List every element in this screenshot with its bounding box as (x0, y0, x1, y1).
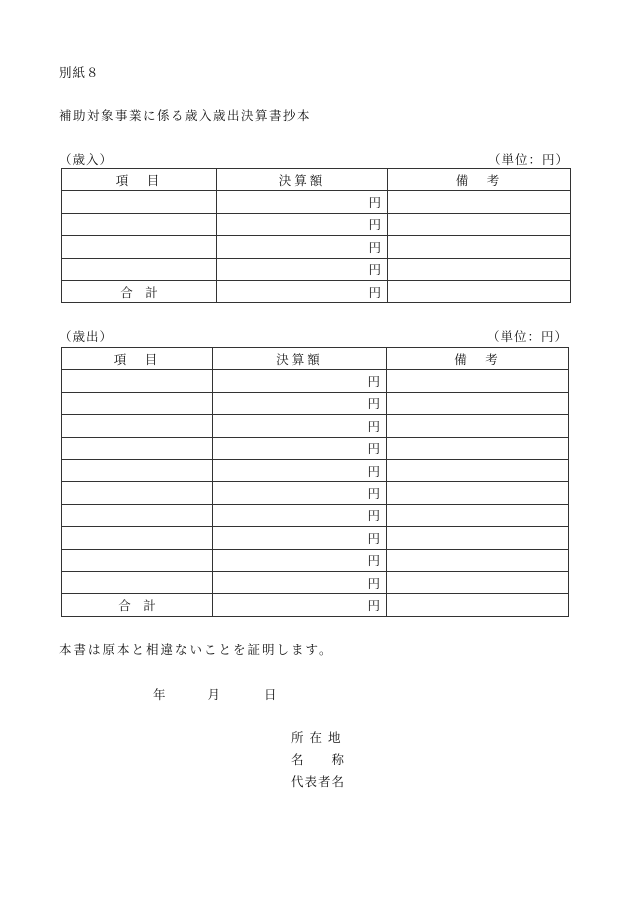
table-row (62, 571, 569, 593)
table-row (62, 549, 569, 571)
table-row (62, 213, 571, 235)
row-note-cell (387, 549, 569, 571)
row-note-cell (387, 459, 569, 481)
row-amount-cell: 円 (213, 482, 387, 504)
document-code: 別紙８ (59, 65, 100, 80)
date-month: 月 (207, 687, 220, 702)
row-item-cell (62, 437, 213, 459)
revenue-section-label: （歳入） (59, 152, 114, 167)
header-amount: 決算額 (217, 169, 388, 191)
row-item-cell (62, 527, 213, 549)
date-year: 年 (153, 687, 166, 702)
row-amount-cell: 円 (213, 392, 387, 414)
row-item-cell (62, 236, 217, 258)
header-item: 項 目 (62, 169, 217, 191)
table-row (62, 191, 571, 213)
total-row (62, 280, 571, 302)
row-item-cell (62, 213, 217, 235)
row-item-cell (62, 549, 213, 571)
table-row (62, 459, 569, 481)
expense-section-label: （歳出） (59, 329, 114, 344)
row-amount-cell: 円 (217, 191, 388, 213)
row-amount-cell: 円 (213, 437, 387, 459)
row-amount-cell: 円 (213, 370, 387, 392)
total-label-cell: 合 計 (62, 280, 217, 302)
row-item-cell (62, 191, 217, 213)
address-label: 所 在 地 (291, 730, 342, 745)
row-amount-cell: 円 (217, 213, 388, 235)
row-amount-cell: 円 (213, 527, 387, 549)
row-item-cell (62, 482, 213, 504)
row-item-cell (62, 571, 213, 593)
document-title: 補助対象事業に係る歳入歳出決算書抄本 (59, 108, 312, 123)
row-amount-cell: 円 (213, 571, 387, 593)
header-amount: 決算額 (213, 348, 387, 370)
row-note-cell (388, 258, 571, 280)
row-item-cell (62, 504, 213, 526)
table-row (62, 236, 571, 258)
header-item: 項 目 (62, 348, 213, 370)
date-day: 日 (263, 687, 277, 702)
total-note-cell (387, 594, 569, 616)
table-row (62, 437, 569, 459)
table-row (62, 415, 569, 437)
row-note-cell (387, 482, 569, 504)
table-row (62, 258, 571, 280)
table-header-row (62, 169, 571, 191)
total-label-cell: 合 計 (62, 594, 213, 616)
row-note-cell (388, 213, 571, 235)
total-amount-cell: 円 (213, 594, 387, 616)
row-note-cell (387, 370, 569, 392)
table-row (62, 392, 569, 414)
row-note-cell (387, 571, 569, 593)
expense-unit-label: （単位：円） (486, 329, 568, 344)
total-amount-cell: 円 (217, 280, 388, 302)
revenue-table (61, 168, 571, 303)
row-item-cell (62, 370, 213, 392)
row-item-cell (62, 415, 213, 437)
row-item-cell (62, 392, 213, 414)
row-note-cell (387, 504, 569, 526)
row-note-cell (388, 236, 571, 258)
header-note: 備 考 (387, 348, 569, 370)
table-row (62, 482, 569, 504)
expense-table (61, 347, 569, 617)
table-row (62, 504, 569, 526)
row-note-cell (387, 392, 569, 414)
row-item-cell (62, 459, 213, 481)
row-note-cell (387, 415, 569, 437)
row-amount-cell: 円 (217, 258, 388, 280)
certification-statement: 本書は原本と相違ないことを証明します。 (59, 642, 334, 657)
date-line (153, 685, 276, 703)
row-amount-cell: 円 (213, 549, 387, 571)
row-amount-cell: 円 (213, 459, 387, 481)
name-label: 名 称 (291, 752, 346, 767)
row-note-cell (387, 437, 569, 459)
header-note: 備 考 (388, 169, 571, 191)
row-note-cell (388, 191, 571, 213)
row-note-cell (387, 527, 569, 549)
representative-label: 代表者名 (291, 774, 346, 789)
total-row (62, 594, 569, 616)
total-note-cell (388, 280, 571, 302)
row-amount-cell: 円 (217, 236, 388, 258)
row-amount-cell: 円 (213, 504, 387, 526)
table-row (62, 527, 569, 549)
revenue-unit-label: （単位：円） (487, 152, 569, 167)
table-header-row (62, 348, 569, 370)
row-item-cell (62, 258, 217, 280)
row-amount-cell: 円 (213, 415, 387, 437)
table-row (62, 370, 569, 392)
